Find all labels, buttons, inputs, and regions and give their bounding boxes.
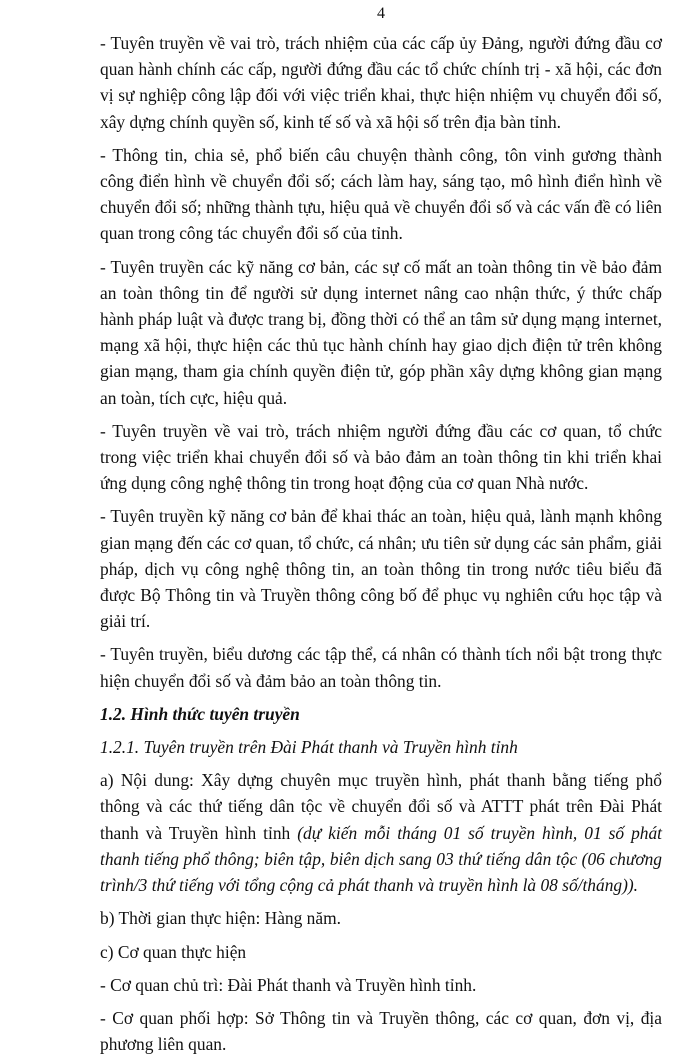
section-heading-1-2: 1.2. Hình thức tuyên truyền — [100, 703, 300, 724]
item-c-lead-agency: - Cơ quan chủ trì: Đài Phát thanh và Truyền hình tỉnh. — [100, 974, 477, 995]
paragraph-leaders-role: - Tuyên truyền về vai trò, trách nhiệm của các cấp ủy Đảng, người đứng đầu cơ quan hành chính các cấp, người đứng đầu các tổ chức chính trị - xã hội, các đơn vị sự nghiệp công lập đối với việc triển khai, thực hiện nhiệm vụ chuyển đổi số, xây dựng chính quyền số, kinh tế số và xã hội số trên địa bàn tỉnh. — [100, 33, 662, 132]
section-heading-1-2-1: 1.2.1. Tuyên truyền trên Đài Phát thanh và Truyền hình tỉnh — [100, 737, 518, 758]
item-a-content — [100, 767, 662, 898]
item-c-coordinating-agency: - Cơ quan phối hợp: Sở Thông tin và Truyền thông, các cơ quan, đơn vị, địa phương liên quan. — [100, 1007, 662, 1055]
paragraph-success-stories: - Thông tin, chia sẻ, phổ biến câu chuyện thành công, tôn vinh gương thành công điển hình về chuyển đổi số; cách làm hay, sáng tạo, mô hình điển hình về chuyển đổi số; những thành tựu, hiệu quả về chuyển đổi số và các vấn đề có liên quan trong công tác chuyển đổi số của tỉnh. — [100, 144, 662, 244]
item-a-text: a) Nội dung: Xây dựng chuyên mục truyền hình, phát thanh bằng tiếng phổ thông và các thứ tiếng dân tộc về chuyển đổi số và ATTT phát trên Đài Phát thanh và Truyền hình tỉnh — [100, 770, 662, 843]
item-a-note: (dự kiến mỗi tháng 01 số truyền hình, 01 số phát thanh tiếng phổ thông; biên tập, biên dịch sang 03 thứ tiếng dân tộc (06 chương trình/3 thứ tiếng với tổng cộng cả phát thanh và truyền hình là 08 số/tháng)). — [100, 822, 662, 896]
item-b-time: b) Thời gian thực hiện: Hàng năm. — [100, 908, 341, 929]
page-number: 4 — [377, 5, 385, 22]
paragraph-commendation: - Tuyên truyền, biểu dương các tập thể, cá nhân có thành tích nổi bật trong thực hiện chuyển đổi số và đảm bảo an toàn thông tin. — [100, 644, 662, 691]
paragraph-security-skills: - Tuyên truyền các kỹ năng cơ bản, các sự cố mất an toàn thông tin về bảo đảm an toàn thông tin để người sử dụng internet nâng cao nhận thức, ý thức chấp hành pháp luật và được trang bị, đồng thời có thể an tâm sử dụng mạng internet, mạng xã hội, thực hiện các thủ tục hành chính hay giao dịch điện tử trên không gian mạng, tham gia chính quyền điện tử, góp phần xây dựng không gian mạng an toàn, tích cực, hiệu quả. — [100, 256, 662, 408]
paragraph-agency-heads: - Tuyên truyền về vai trò, trách nhiệm người đứng đầu các cơ quan, tổ chức trong việc triển khai chuyển đổi số và bảo đảm an toàn thông tin khi triển khai ứng dụng công nghệ thông tin trong hoạt động của cơ quan Nhà nước. — [100, 420, 662, 494]
item-c-agency: c) Cơ quan thực hiện — [100, 941, 247, 962]
paragraph-safe-cyberspace: - Tuyên truyền kỹ năng cơ bản để khai thác an toàn, hiệu quả, lành mạnh không gian mạng đến các cơ quan, tổ chức, cá nhân; ưu tiên sử dụng các sản phẩm, giải pháp, dịch vụ công nghệ thông tin, an toàn thông tin trong nước tiêu biểu đã được Bộ Thông tin và Truyền thông công bố để phục vụ nghiên cứu học tập và giải trí. — [100, 506, 662, 632]
